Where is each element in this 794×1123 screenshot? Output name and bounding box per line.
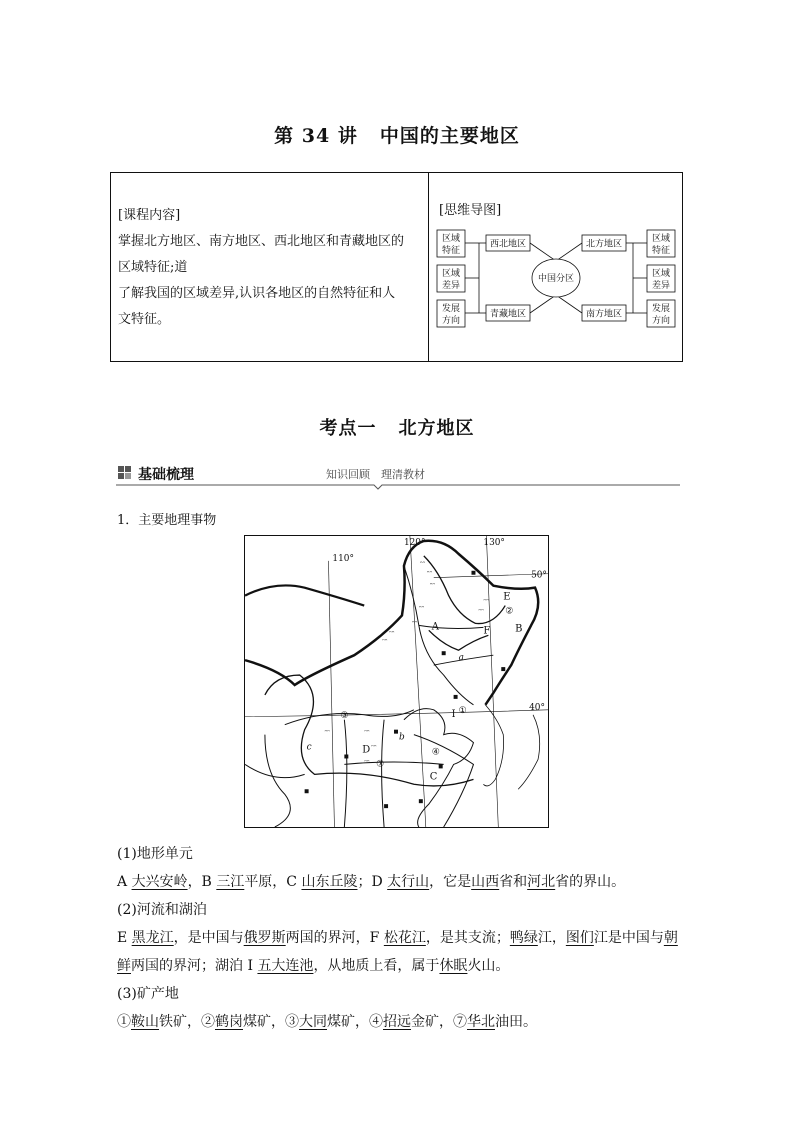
svg-text:ᵔᵔ: ᵔᵔ [418,604,425,613]
rivers-paragraph [117,924,683,980]
map-label-B: B [515,623,523,635]
answer-blank: 朝 [663,930,678,946]
aspect-label: 区域 [651,234,671,244]
answer-blank: 松花江 [383,930,426,946]
squares-icon [118,466,131,479]
map-label-c: c [306,742,312,753]
answer-blank: 鲜 [117,958,131,974]
text-run: ；D [357,874,388,890]
answer-blank: 俄罗斯 [243,930,286,946]
map-label-b: b [398,732,405,743]
text-run: 铁矿，② [159,1014,215,1030]
text-run: 省的界山。 [555,874,626,890]
svg-text:ᵔᵔ: ᵔᵔ [371,743,377,752]
section-title [0,414,794,440]
answer-blank: 华北 [467,1014,495,1030]
answer-blank: 山西 [471,874,500,890]
text-run: 省和 [499,874,528,890]
basic-review-bar [116,462,680,490]
section-number: 考点一 [319,418,377,439]
page-title [0,121,794,148]
svg-text:ᵔᵔ: ᵔᵔ [364,728,370,737]
course-content-header: [课程内容] [118,208,181,223]
subheading: 1．主要地理事物 [117,513,217,528]
bar-label: 基础梳理 [138,467,194,483]
svg-text:ᵔᵔ: ᵔᵔ [426,569,433,578]
text-run: 江， [537,930,566,946]
landforms-paragraph [117,868,683,896]
answer-blank: 黑龙江 [131,930,174,946]
aspect-label: 方向 [651,316,671,326]
north-china-map [244,535,549,828]
answer-blank: 鞍山 [131,1014,159,1030]
aspect-label: 区域 [651,269,671,279]
map-label-I: I [451,708,456,720]
svg-text:ᵔᵔ: ᵔᵔ [419,559,426,568]
text-run: ，从地质上看，属于 [313,958,440,974]
aspect-label: 区域 [441,269,461,279]
mindmap-header: [思维导图] [439,203,502,218]
text-run: ，B [187,874,217,890]
bar-subtitle: 知识回顾 理清教材 [326,468,425,481]
text-run: 两国的界河；湖泊 I [131,958,258,974]
heading-landforms: (1)地形单元 [117,846,193,862]
text-run: E [117,930,132,946]
text-run: ① [117,1014,131,1030]
aspect-label: 区域 [441,234,461,244]
text-run: 火山。 [467,958,510,974]
answer-blank: 五大连池 [257,958,314,974]
lecture-topic: 中国的主要地区 [379,125,520,147]
aspect-label: 发展 [441,304,461,314]
heading-rivers-lakes: (2)河流和湖泊 [117,902,207,918]
region-northwest: 西北地区 [489,239,527,250]
answer-blank: 图们 [565,930,594,946]
answer-blank: 招远 [383,1014,411,1030]
text-run: ，是其支流； [425,930,510,946]
lon-label-130: 130° [483,537,505,548]
aspect-label: 特征 [441,246,461,256]
mountain-marks [324,559,489,770]
map-label-F: F [483,625,491,637]
answer-blank: 大兴安岭 [131,874,188,890]
aspect-label: 差异 [651,281,671,291]
map-label-circled-7: ⑦ [376,759,385,770]
region-qingzang: 青藏地区 [489,309,527,320]
map-label-E: E [503,591,511,603]
section-name: 北方地区 [398,418,475,439]
lon-label-120: 120° [403,537,426,548]
answer-blank: 大同 [299,1014,327,1030]
aspect-label: 差异 [441,281,461,291]
aspect-label: 发展 [651,304,671,314]
text-run: 金矿，⑦ [411,1014,467,1030]
course-content-line: 区域特征;道 [118,260,188,275]
answer-blank: 鹤岗 [215,1014,243,1030]
mindmap-center: 中国分区 [537,274,575,284]
course-content-line: 掌握北方地区、南方地区、西北地区和青藏地区的 [118,234,405,249]
map-label-A: A [431,621,439,633]
answer-blank: 三江 [216,874,245,890]
japan-outline [518,715,540,789]
text-run: ，它是 [429,874,472,890]
lon-label-110: 110° [332,553,354,564]
region-south: 南方地区 [585,309,623,320]
text-run: 两国的界河，F [285,930,384,946]
map-label-circled-4: ④ [431,747,440,758]
text-run: 油田。 [495,1014,537,1030]
text-run: ，是中国与 [173,930,244,946]
intro-table [110,172,683,362]
map-label-circled-2: ② [505,606,514,617]
bar-underline [116,483,680,491]
svg-text:ᵔᵔ: ᵔᵔ [364,758,370,767]
answer-blank: 太行山 [387,874,430,890]
lecture-number: 第 34 讲 [274,125,358,147]
svg-text:ᵔᵔ: ᵔᵔ [478,607,484,616]
course-content-line: 了解我国的区域差异,认识各地区的自然特征和人 [118,286,396,301]
heading-minerals: (3)矿产地 [117,986,179,1002]
map-label-a: a [458,653,464,664]
aspect-label: 特征 [651,246,671,256]
svg-text:ᵔᵔ: ᵔᵔ [429,581,436,590]
svg-text:ᵔᵔ: ᵔᵔ [411,619,418,628]
text-run: 江是中国与 [593,930,664,946]
course-content [118,203,420,333]
minerals-paragraph [117,1008,683,1036]
answer-blank: 河北 [527,874,556,890]
answer-blank: 休眠 [439,958,468,974]
text-run: 煤矿，④ [327,1014,383,1030]
answer-blank: 山东丘陵 [301,874,358,890]
text-run: 平原，C [244,874,302,890]
text-run: 煤矿，③ [243,1014,299,1030]
text-run: A [117,874,132,890]
region-north: 北方地区 [585,239,623,250]
lat-label-40: 40° [529,702,545,713]
national-boundary [245,541,538,705]
map-label-circled-3: ③ [340,710,349,721]
lat-label-50: 50° [531,570,547,581]
map-label-D: D [362,744,371,756]
svg-text:ᵔᵔ: ᵔᵔ [483,597,489,606]
map-label-circled-1: ① [458,705,467,716]
svg-text:ᵔᵔ: ᵔᵔ [382,637,388,646]
table-divider [428,173,429,361]
svg-text:ᵔᵔ: ᵔᵔ [324,728,330,737]
map-label-C: C [429,771,438,783]
svg-text:ᵔᵔ: ᵔᵔ [389,629,395,638]
body-text [117,840,683,1036]
answer-blank: 鸭绿 [509,930,538,946]
aspect-label: 方向 [441,316,461,326]
course-content-line: 文特征。 [118,312,171,327]
mindmap-diagram [434,228,682,348]
